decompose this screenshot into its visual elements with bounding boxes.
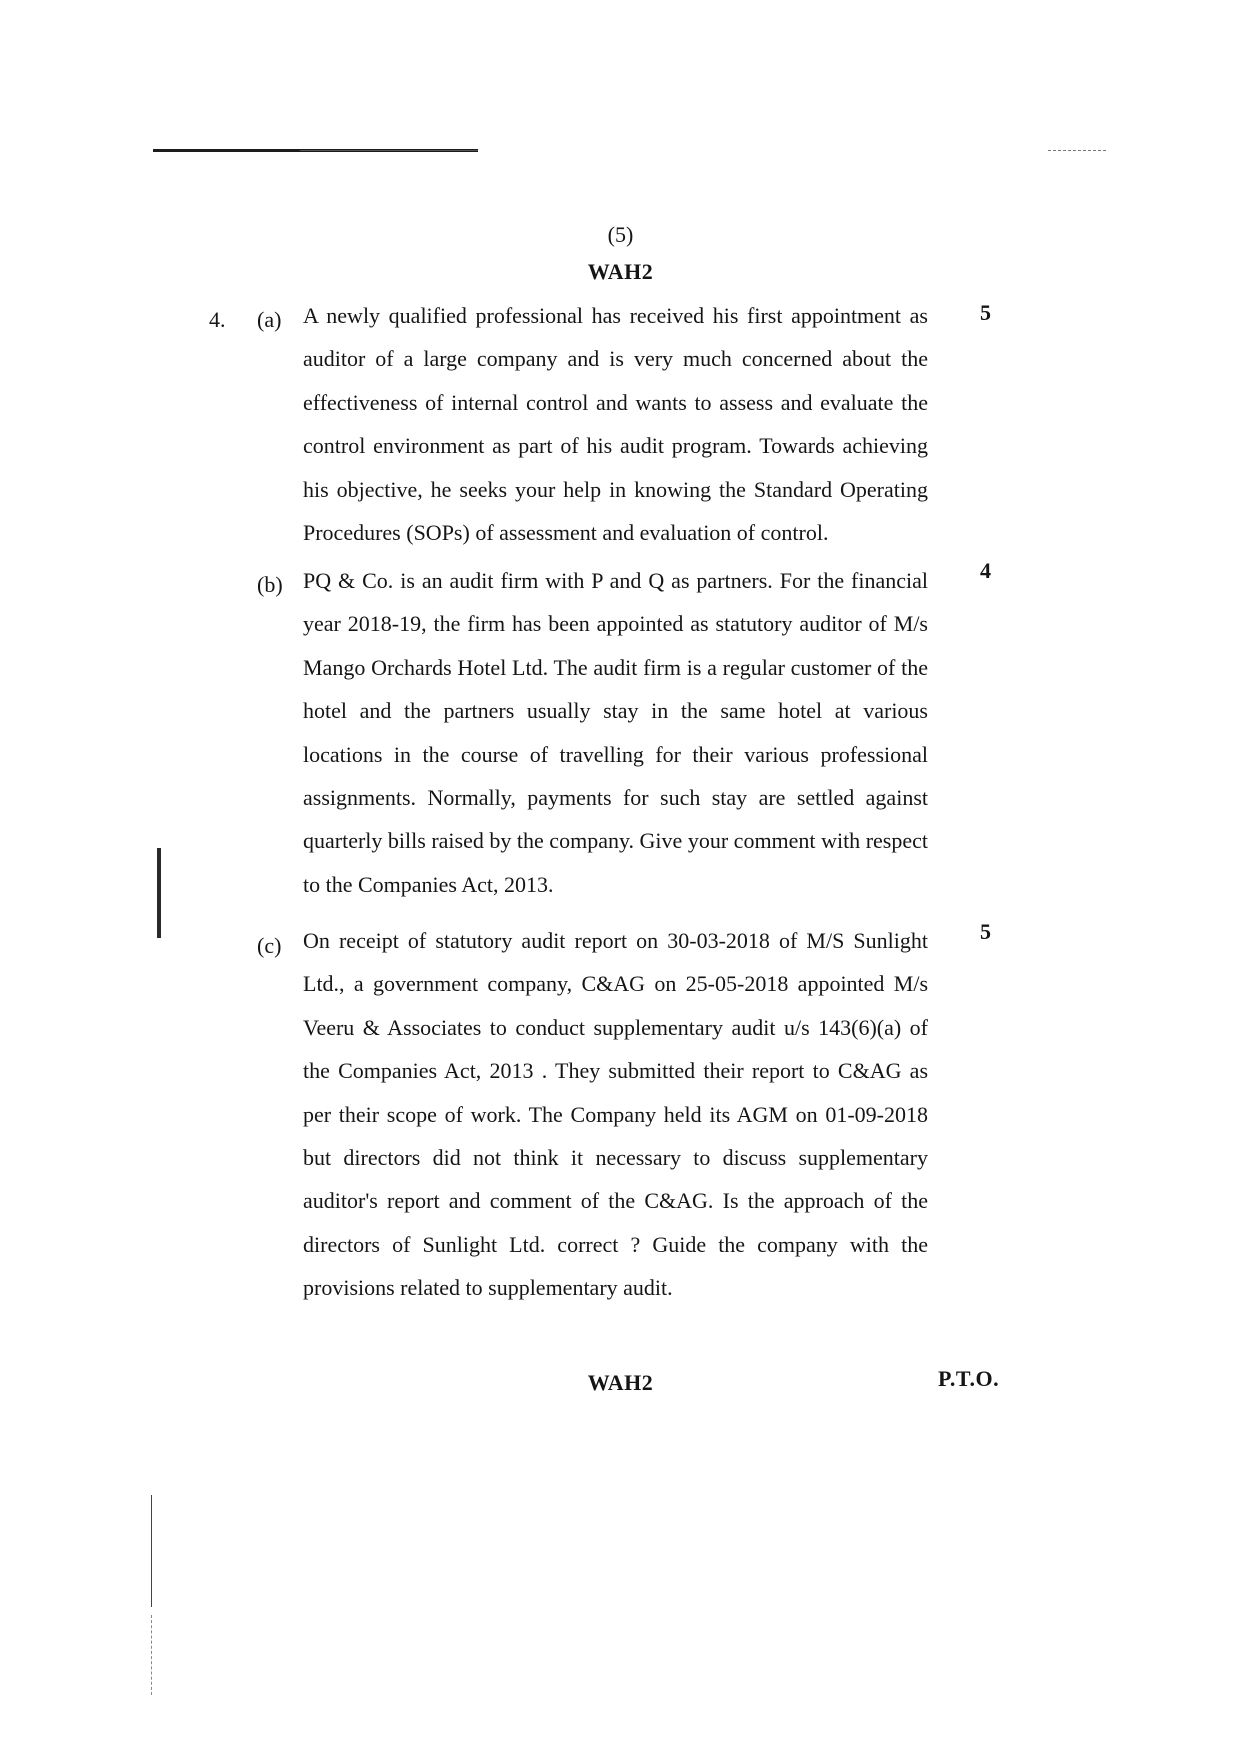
margin-dash [151,1615,152,1695]
part-label: (b) [257,572,283,597]
part-marks: 5 [980,919,991,944]
part-marks: 4 [980,558,991,583]
part-text: PQ & Co. is an audit firm with P and Q as partners. For the financial year 2018-19, the firm has been appointed as statutory auditor of M/s Mango Orchards Hotel Ltd. The audit firm is a regular customer of the hotel and the partners usually stay in the same hotel at various locations in the course of travelling for their various professional assignments. Normally, payments for such stay are settled against quarterly bills raised by the company. Give your comment with respect to the Companies Act, 2013. [303,568,928,897]
part-label: (c) [257,933,282,958]
part-marks: 5 [980,300,991,325]
part-text: On receipt of statutory audit report on 30-03-2018 of M/S Sunlight Ltd., a government company, C&AG on 25-05-2018 appointed M/s Veeru & Associates to conduct supplementary audit u/s 143(6)(a) of the Companies Act, 2013 . They submitted their report to C&AG as per their scope of work. The Company held its AGM on 01-09-2018 but directors did not think it necessary to discuss supplementary auditor's report and comment of the C&AG. Is the approach of the directors of Sunlight Ltd. correct ? Guide the company with the provisions related to supplementary audit. [303,928,928,1301]
paper-code-header: WAH2 [587,259,654,284]
margin-line [151,1495,152,1607]
margin-mark [157,848,161,938]
part-text: A newly qualified professional has received his first appointment as auditor of a large company and is very much concerned about the effectiveness of internal control and wants to assess and evaluate the control environment as part of his audit program. Towards achieving his objective, he seeks your help in knowing the Standard Operating Procedures (SOPs) of assessment and evaluation of control. [303,303,928,546]
page-number: (5) [607,222,634,247]
paper-code-footer: WAH2 [587,1370,654,1395]
please-turn-over: P.T.O. [938,1366,1000,1391]
top-rule-shadow [300,150,478,151]
scan-mark [1048,150,1106,151]
question-number: 4. [209,307,226,332]
part-label: (a) [257,307,282,332]
